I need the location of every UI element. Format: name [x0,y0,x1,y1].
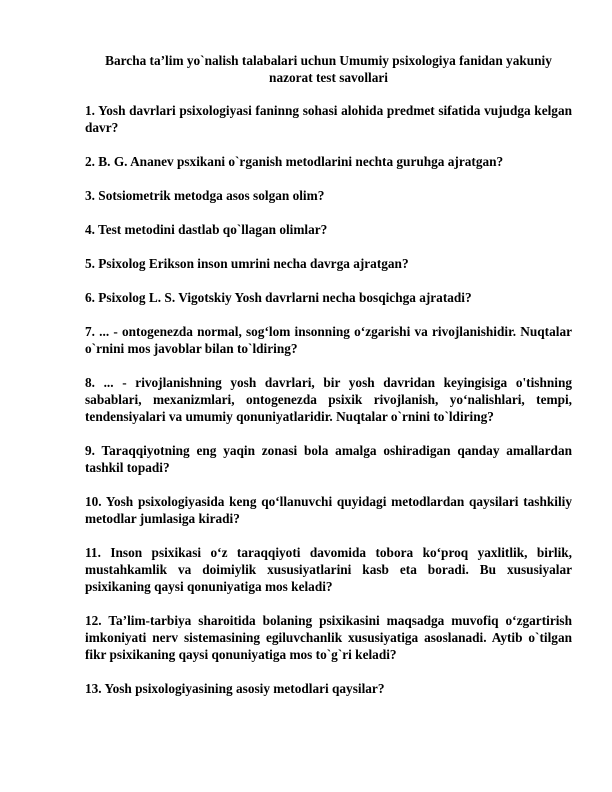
question-2: 2. B. G. Ananev psxikani o`rganish metodlarini nechta guruhga ajratgan? [85,154,504,169]
question-5: 5. Psixolog Erikson inson umrini necha davrga ajratgan? [85,256,409,271]
question-8: 8. ... - rivojlanishning yosh davrlari, bir yosh davridan keyingisiga o'tishning sabablari, mexanizmlari, ontogenezda psixik rivojlanish, yo‘nalishlari, tempi, tendensiyalari va umumiy qonuniyatlaridir. Nuqtalar o`rnini to`ldiring? [85,375,572,424]
question-11: 11. Inson psixikasi o‘z taraqqiyoti davomida tobora ko‘proq yaxlitlik, birlik, mustahkamlik va doimiylik xususiyatlarini kasb eta boradi. Bu xususiyalar psixikaning qaysi qonuniyatiga mos keladi? [85,545,572,594]
question-6: 6. Psixolog L. S. Vigotskiy Yosh davrlarni necha bosqichga ajratadi? [85,290,472,305]
question-4: 4. Test metodini dastlab qo`llagan olimlar? [85,222,328,237]
question-3: 3. Sotsiometrik metodga asos solgan olim? [85,188,325,203]
question-12: 12. Ta’lim-tarbiya sharoitida bolaning psixikasini maqsadga muvofiq o‘zgartirish imkoniyati nerv sistemasining egiluvchanlik xususiyatiga asoslanadi. Aytib o`tilgan fikr psixikaning qaysi qonuniyatiga mos to`g`ri keladi? [85,613,572,662]
question-9: 9. Taraqqiyotning eng yaqin zonasi bola amalga oshiradigan qanday amallardan tashkil topadi? [85,443,572,475]
question-13: 13. Yosh psixologiyasining asosiy metodlari qaysilar? [85,681,385,696]
question-1: 1. Yosh davrlari psixologiyasi faninng sohasi alohida predmet sifatida vujudga kelgan davr? [85,103,572,135]
question-7: 7. ... - ontogenezda normal, sog‘lom insonning o‘zgarishi va rivojlanishidir. Nuqtalar o`rnini mos javoblar bilan to`ldiring? [85,324,572,356]
question-10: 10. Yosh psixologiyasida keng qo‘llanuvchi quyidagi metodlardan qaysilari tashkiliy metodlar jumlasiga kiradi? [85,494,572,526]
document-title: Barcha ta’lim yo`nalish talabalari uchun Umumiy psixologiya fanidan yakuniy nazorat test savollari [105,53,552,85]
document-page [85,52,572,714]
